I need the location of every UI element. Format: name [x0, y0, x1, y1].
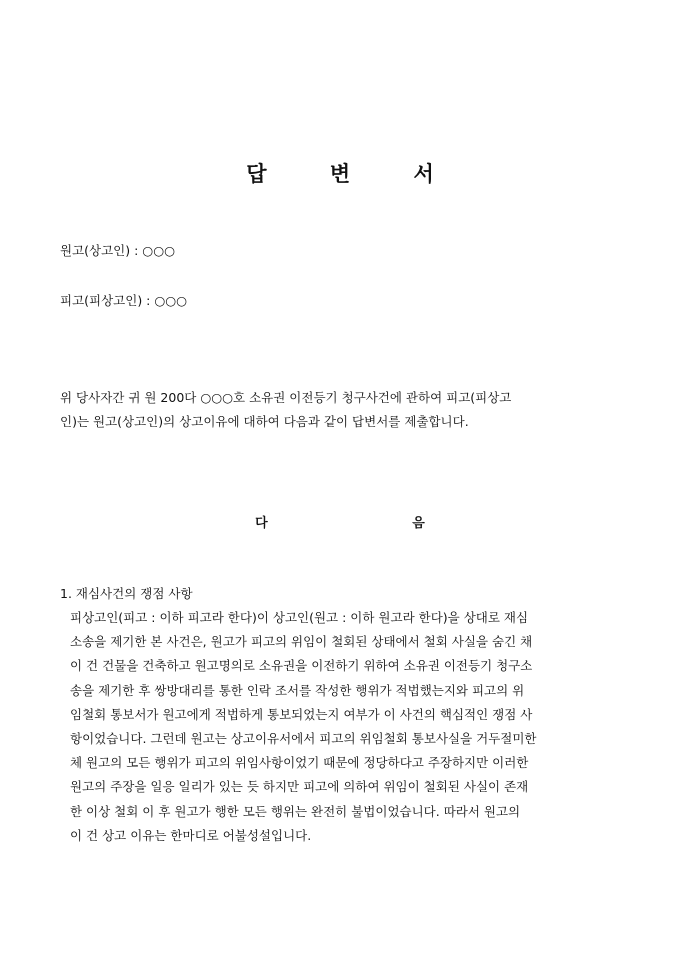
- body-paragraph: [70, 606, 622, 848]
- body-line: 원고의 주장을 일응 일리가 있는 듯 하지만 피고에 의하여 위임이 철회된 사실이 존재: [70, 779, 529, 795]
- body-line: 송을 제기한 후 쌍방대리를 통한 인락 조서를 작성한 행위가 적법했는지와 피고의 위: [70, 682, 525, 698]
- body-line: 이 건 건물을 건축하고 원고명의로 소유권을 이전하기 위하여 소유권 이전등기 청구소: [70, 658, 533, 674]
- body-line: 소송을 제기한 본 사건은, 원고가 피고의 위임이 철회된 상태에서 철회 사실을 숨긴 채: [70, 634, 533, 650]
- body-line: 한 이상 철회 이 후 원고가 행한 모든 행위는 완전히 불법이었습니다. 따라서 원고의: [70, 803, 521, 819]
- body-line: 피상고인(피고 : 이하 피고라 한다)이 상고인(원고 : 이하 원고라 한다)을 상대로 재심: [70, 610, 529, 625]
- plaintiff-line: 원고(상고인) : ○○○: [60, 243, 176, 258]
- intro-paragraph: [60, 386, 620, 434]
- document-title: 답 변 서: [246, 162, 462, 186]
- intro-line: 인)는 원고(상고인)의 상고이유에 대하여 다음과 같이 답변서를 제출합니다.: [60, 414, 469, 429]
- body-line: 임철회 통보서가 원고에게 적법하게 통보되었는지 여부가 이 사건의 핵심적인 쟁점 사: [70, 706, 533, 722]
- intro-line: 위 당사자간 귀 원 200다 ○○○호 소유권 이전등기 청구사건에 관하여 피고(피상고: [60, 390, 512, 405]
- section-heading: 다 음: [255, 516, 495, 531]
- body-line: 항이었습니다. 그런데 원고는 상고이유서에서 피고의 위임철회 통보사실을 거두절미한: [70, 731, 537, 747]
- defendant-line: 피고(피상고인) : ○○○: [60, 293, 188, 308]
- body-line: 체 원고의 모든 행위가 피고의 위임사항이었기 때문에 정당하다고 주장하지만 이러한: [70, 755, 529, 771]
- section-title: 1. 재심사건의 쟁점 사항: [60, 586, 193, 601]
- body-line: 이 건 상고 이유는 한마디로 어불성설입니다.: [70, 827, 312, 843]
